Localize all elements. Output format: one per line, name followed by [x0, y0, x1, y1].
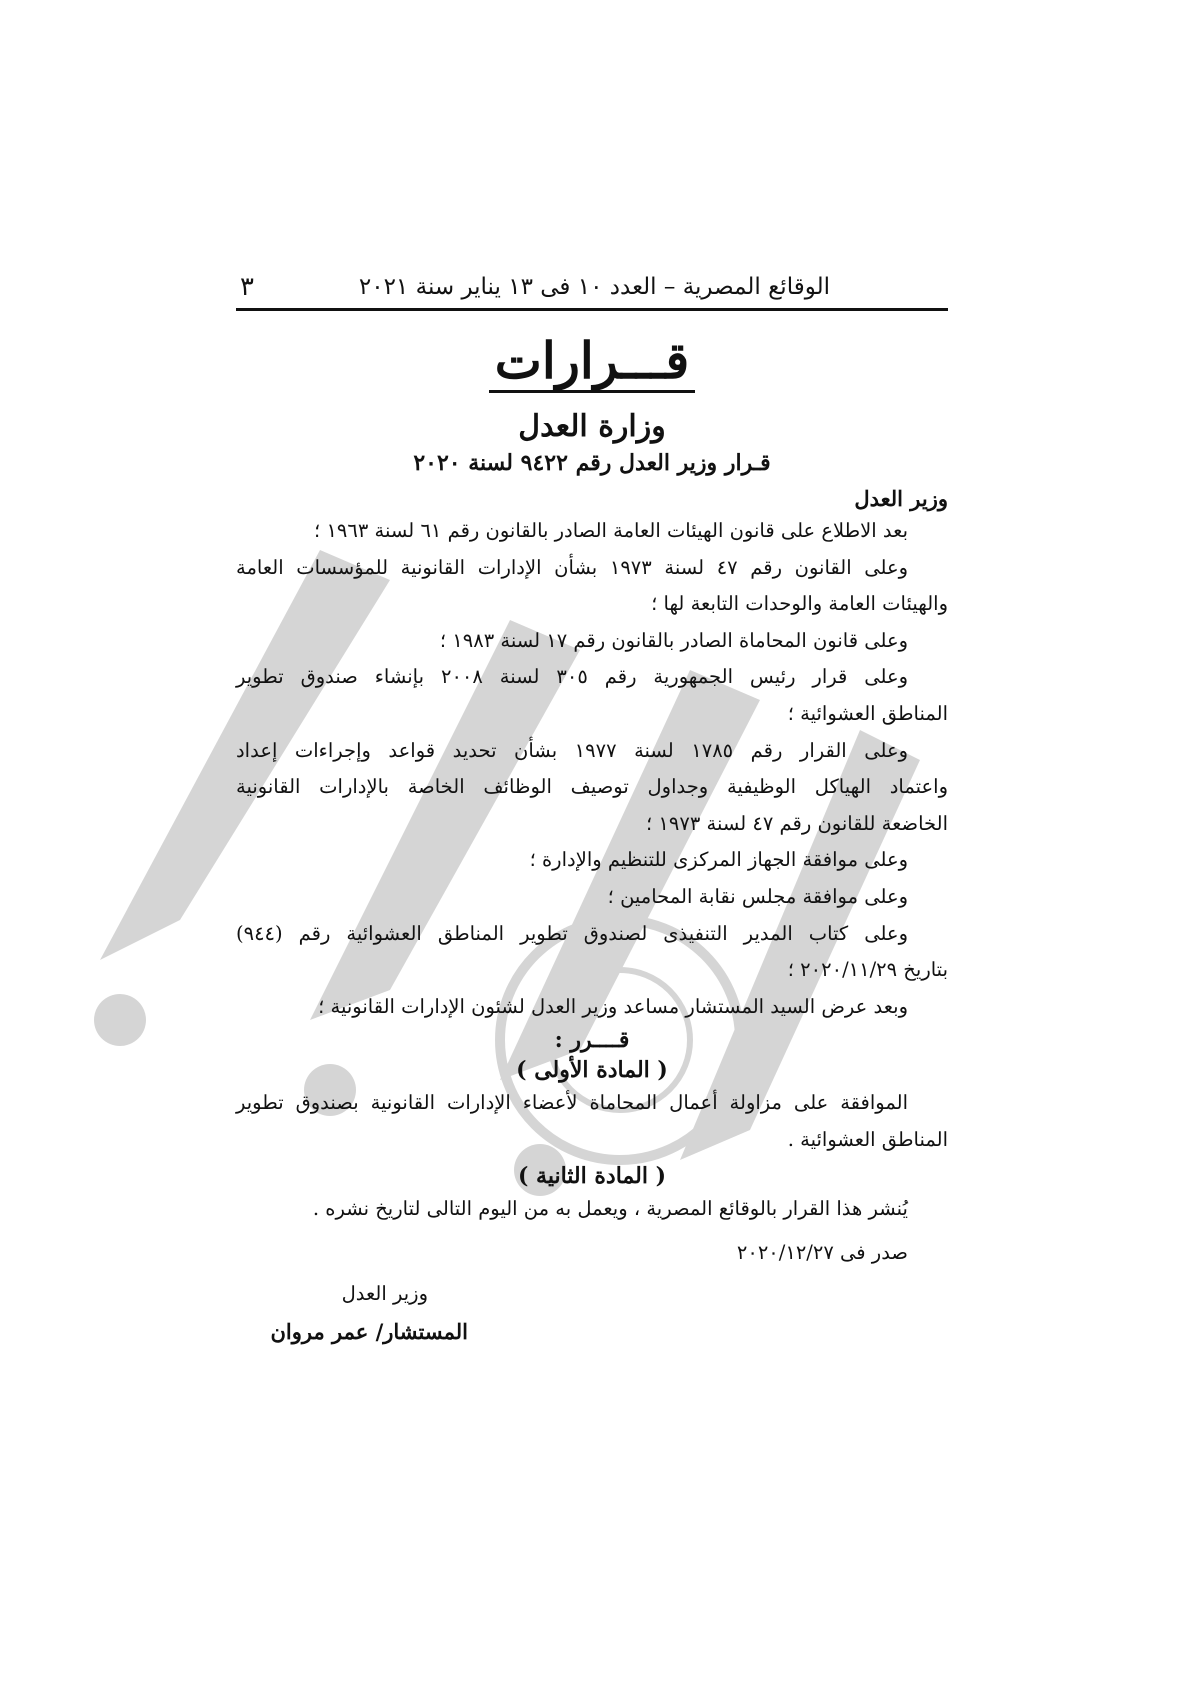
preamble-paragraph	[236, 550, 948, 623]
preamble-line: وبعد عرض السيد المستشار مساعد وزير العدل لشئون الإدارات القانونية ؛	[318, 994, 908, 1018]
page-header	[236, 260, 948, 311]
preamble-line: وعلى القانون رقم ٤٧ لسنة ١٩٧٣ بشأن الإدارات القانونية للمؤسسات العامة	[236, 555, 908, 579]
preamble-line: والهيئات العامة والوحدات التابعة لها ؛	[651, 592, 948, 616]
preamble-line: واعتماد الهياكل الوظيفية وجداول توصيف الوظائف الخاصة بالإدارات القانونية	[236, 775, 948, 799]
preamble-line: وعلى القرار رقم ١٧٨٥ لسنة ١٩٧٧ بشأن تحديد قواعد وإجراءات إعداد	[236, 738, 909, 762]
preamble-paragraph	[236, 879, 948, 916]
preamble-line: وعلى قانون المحاماة الصادر بالقانون رقم ١٧ لسنة ١٩٨٣ ؛	[439, 628, 908, 652]
preamble-line: بعد الاطلاع على قانون الهيئات العامة الصادر بالقانون رقم ٦١ لسنة ١٩٦٣ ؛	[314, 519, 908, 542]
article-1-body	[236, 1085, 948, 1158]
preamble-line: وعلى موافقة الجهاز المركزى للتنظيم والإدارة ؛	[529, 848, 908, 872]
signatory-title: وزير العدل	[341, 1282, 428, 1306]
gazette-issue-title: الوقائع المصرية – العدد ١٠ فى ١٣ يناير سنة ٢٠٢١	[358, 274, 830, 300]
preamble-line: وعلى كتاب المدير التنفيذى لصندوق تطوير المناطق العشوائية رقم (٩٤٤)	[236, 921, 908, 945]
section-title	[236, 333, 948, 393]
preamble	[236, 513, 948, 1025]
article-2-title: ( المادة الثانية )	[517, 1162, 667, 1189]
preamble-paragraph	[236, 733, 948, 843]
preamble-line: المناطق العشوائية ؛	[787, 701, 948, 725]
decree-title: قـرار وزير العدل رقم ٩٤٢٢ لسنة ٢٠٢٠	[413, 450, 771, 476]
preamble-paragraph	[236, 842, 948, 879]
preamble-paragraph	[236, 659, 948, 732]
page-number: ٣	[240, 272, 254, 302]
ministry-name: وزارة العدل	[518, 409, 666, 444]
preamble-paragraph	[236, 916, 948, 989]
article-1-paragraph	[236, 1085, 948, 1158]
signatory-name: المستشار/ عمر مروان	[270, 1319, 468, 1345]
article-1-line: المناطق العشوائية .	[787, 1127, 948, 1151]
decided-heading: قــــرر :	[554, 1027, 630, 1054]
issuing-authority: وزير العدل	[854, 486, 948, 511]
article-1-title: ( المادة الأولى )	[516, 1057, 668, 1084]
preamble-line: بتاريخ ٢٠٢٠/١١/٢٩ ؛	[787, 958, 948, 982]
preamble-line: الخاضعة للقانون رقم ٤٧ لسنة ١٩٧٣ ؛	[646, 811, 948, 835]
preamble-paragraph	[236, 989, 948, 1026]
article-1-line: الموافقة على مزاولة أعمال المحاماة لأعضاء الإدارات القانونية بصندوق تطوير	[236, 1091, 908, 1115]
article-2-body	[236, 1191, 948, 1228]
issue-date: صدر فى ٢٠٢٠/١٢/٢٧	[736, 1241, 908, 1265]
article-2-line: يُنشر هذا القرار بالوقائع المصرية ، ويعمل به من اليوم التالى لتاريخ نشره .	[312, 1196, 908, 1220]
preamble-line: وعلى قرار رئيس الجمهورية رقم ٣٠٥ لسنة ٢٠٠٨ بإنشاء صندوق تطوير	[236, 665, 909, 689]
gazette-page	[236, 260, 948, 1344]
section-title-text: قـــرارات	[489, 333, 695, 393]
preamble-line: وعلى موافقة مجلس نقابة المحامين ؛	[607, 884, 908, 908]
preamble-paragraph	[236, 513, 948, 550]
preamble-paragraph	[236, 623, 948, 660]
article-2-paragraph	[236, 1191, 948, 1228]
